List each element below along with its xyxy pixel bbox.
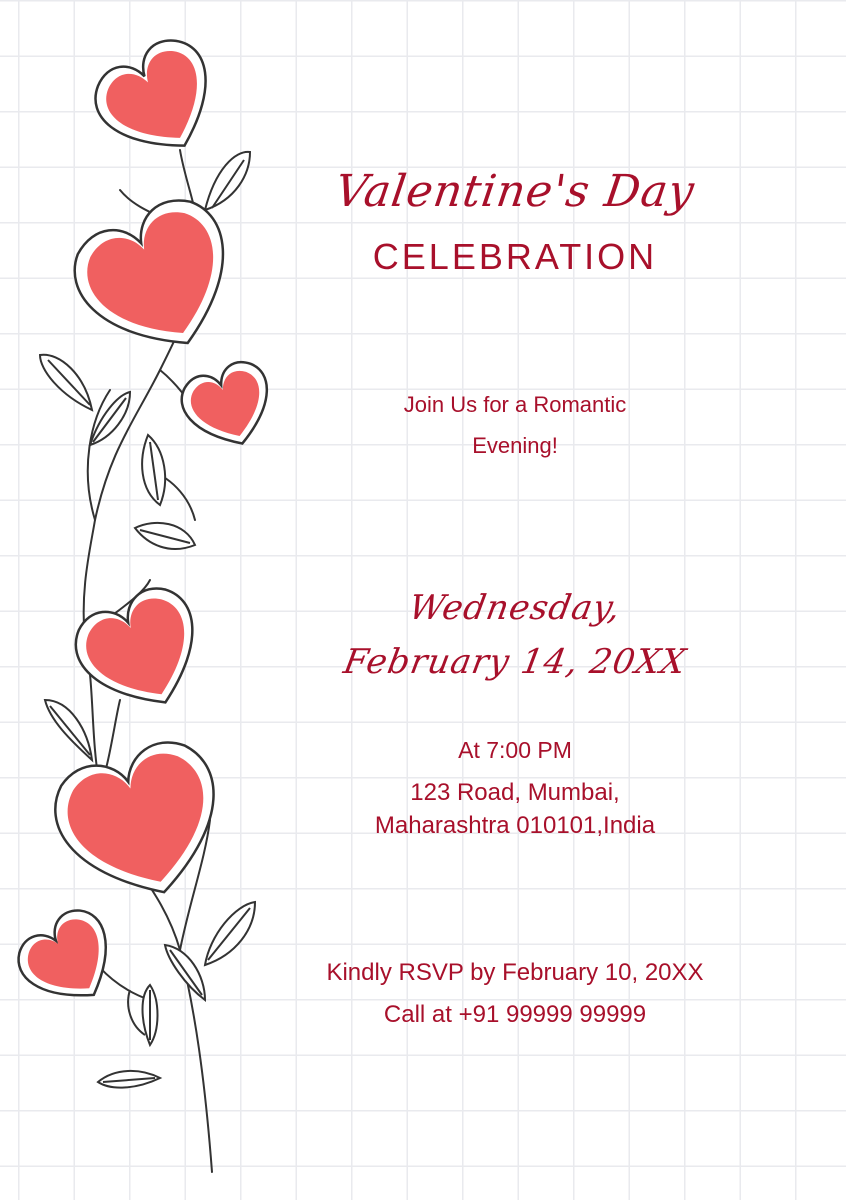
title-script: Valentine's Day <box>332 166 698 217</box>
heart-vine-icon <box>0 0 300 1200</box>
date-full: February 14, 20XX <box>340 642 690 682</box>
address-line-1: 123 Road, Mumbai, <box>410 779 620 806</box>
invite-line-1: Join Us for a Romantic <box>403 392 627 417</box>
address-line-2: Maharashtra 010101,India <box>374 812 656 839</box>
invite-line-2: Evening! <box>472 433 558 458</box>
date-weekday: Wednesday, <box>405 588 625 628</box>
title-celebration: CELEBRATION <box>372 236 658 277</box>
event-time: At 7:00 PM <box>458 737 572 763</box>
rsvp-phone: Call at +91 99999 99999 <box>383 1001 647 1028</box>
rsvp-deadline: Kindly RSVP by February 10, 20XX <box>326 959 704 986</box>
